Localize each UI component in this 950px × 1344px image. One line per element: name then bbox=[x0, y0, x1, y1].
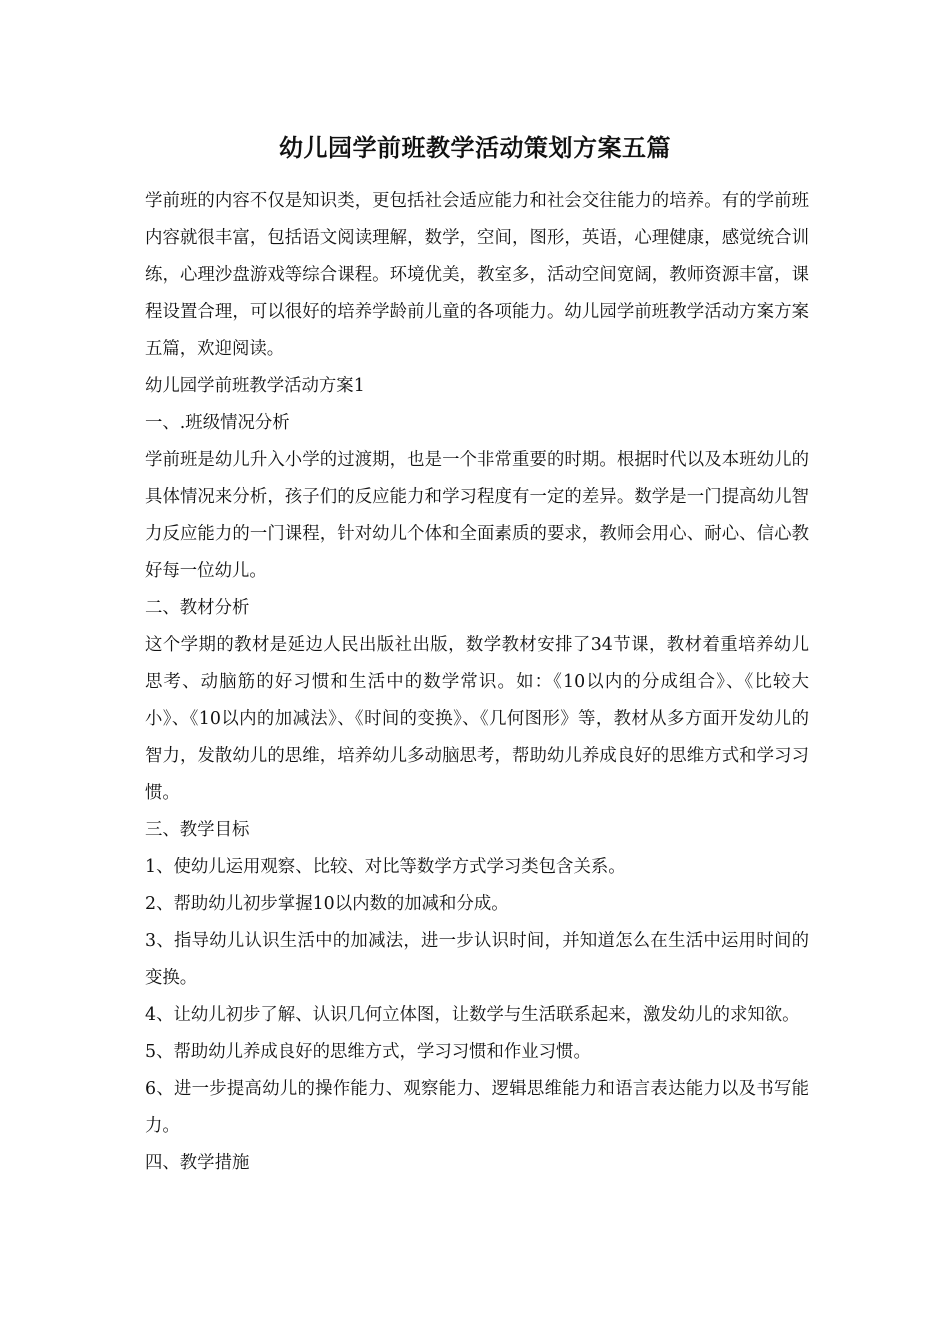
paragraph-textbook-analysis: 这个学期的教材是延边人民出版社出版，数学教材安排了34节课，教材着重培养幼儿思考、动脑筋的好习惯和生活中的数学常识。如：《10以内的分成组合》、《比较大小》、《10以内的加减法》、《时间的变换》、《几何图形》等，教材从多方面开发幼儿的智力，发散幼儿的思维，培养幼儿多动脑思考，帮助幼儿养成良好的思维方式和学习习惯。 bbox=[145, 635, 809, 803]
goal-item-2: 2、帮助幼儿初步掌握10以内数的加减和分成。 bbox=[145, 894, 509, 914]
section-heading-plan-1: 幼儿园学前班教学活动方案1 bbox=[145, 376, 365, 396]
goal-item-6: 6、进一步提高幼儿的操作能力、观察能力、逻辑思维能力和语言表达能力以及书写能力。 bbox=[145, 1079, 809, 1136]
document-title: 幼儿园学前班教学活动策划方案五篇 bbox=[279, 133, 671, 162]
intro-paragraph: 学前班的内容不仅是知识类，更包括社会适应能力和社会交往能力的培养。有的学前班内容就很丰富，包括语文阅读理解，数学，空间，图形，英语，心理健康，感觉统合训练，心理沙盘游戏等综合课程。环境优美，教室多，活动空间宽阔，教师资源丰富，课程设置合理，可以很好的培养学龄前儿童的各项能力。幼儿园学前班教学活动方案方案五篇，欢迎阅读。 bbox=[145, 191, 809, 359]
goal-item-1: 1、使幼儿运用观察、比较、对比等数学方式学习类包含关系。 bbox=[145, 857, 626, 877]
goal-item-4: 4、让幼儿初步了解、认识几何立体图，让数学与生活联系起来，激发幼儿的求知欲。 bbox=[145, 1005, 800, 1025]
document-body bbox=[145, 183, 809, 1182]
paragraph-class-analysis: 学前班是幼儿升入小学的过渡期，也是一个非常重要的时期。根据时代以及本班幼儿的具体情况来分析，孩子们的反应能力和学习程度有一定的差异。数学是一门提高幼儿智力反应能力的一门课程，针对幼儿个体和全面素质的要求，教师会用心、耐心、信心教好每一位幼儿。 bbox=[145, 450, 809, 581]
goal-item-5: 5、帮助幼儿养成良好的思维方式，学习习惯和作业习惯。 bbox=[145, 1042, 591, 1062]
heading-class-analysis: 一、.班级情况分析 bbox=[145, 413, 290, 433]
heading-teaching-goals: 三、教学目标 bbox=[145, 820, 250, 840]
heading-teaching-measures: 四、教学措施 bbox=[145, 1153, 250, 1173]
heading-textbook-analysis: 二、教材分析 bbox=[145, 598, 250, 618]
goal-item-3: 3、指导幼儿认识生活中的加减法，进一步认识时间，并知道怎么在生活中运用时间的变换。 bbox=[145, 931, 809, 988]
